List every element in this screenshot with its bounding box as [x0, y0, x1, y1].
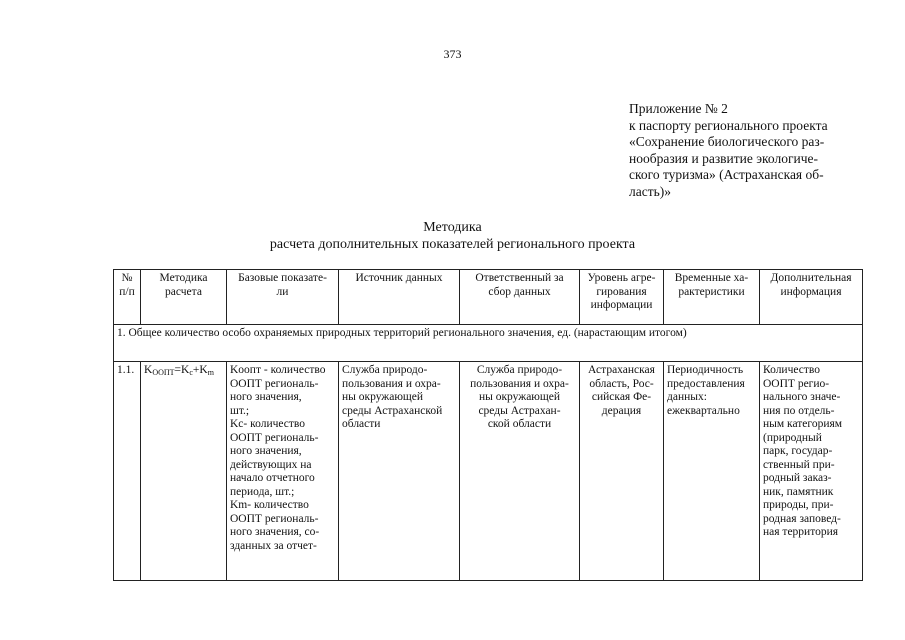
row-formula: $K_{ООПТ}=K_c+K_m$ [141, 362, 227, 581]
appendix-note [629, 101, 869, 200]
header-number: № п/п [114, 270, 141, 325]
appendix-line: нообразия и развитие экологиче- [629, 150, 819, 166]
row-data-source: Служба природо- пользования и охра- ны окружающей среды Астраханской области [339, 362, 460, 581]
header-base-indicators: Базовые показате- ли [227, 270, 339, 325]
row-base-indicators: Kоопт - количество ООПТ региональ- ного значения, шт.; Kс- количество ООПТ региональ- ного значения, действующих на начало отчетного периода, шт.; Km- количество ООПТ региональ- ного значения, со- зданных за отчет- [227, 362, 339, 581]
row-time: Периодичность предоставления данных: ежеквартально [664, 362, 760, 581]
appendix-line: «Сохранение биологического раз- [629, 134, 825, 149]
header-aggregation: Уровень агре- гирования информации [580, 270, 664, 325]
document-title [0, 219, 905, 253]
header-additional: Дополнительная информация [760, 270, 863, 325]
table-header-row [114, 270, 863, 325]
header-method: Методика расчета [141, 270, 227, 325]
appendix-line: Приложение № 2 [629, 101, 728, 116]
header-data-source: Источник данных [339, 270, 460, 325]
page-number: 373 [443, 47, 462, 61]
header-responsible: Ответственный за сбор данных [460, 270, 580, 325]
appendix-line: ласть)» [629, 183, 672, 199]
header-time: Временные ха- рактеристики [664, 270, 760, 325]
section-row [114, 325, 863, 362]
title-line-1: Методика [423, 220, 482, 235]
title-line-2: расчета дополнительных показателей регионального проекта [269, 237, 636, 252]
section-title: 1. Общее количество особо охраняемых природных территорий регионального значения, ед. (нарастающим итогом) [114, 325, 863, 362]
appendix-line: ского туризма» (Астраханская об- [629, 167, 824, 182]
row-number: 1.1. [114, 362, 141, 581]
row-aggregation: Астраханская область, Рос- сийская Фе- дерация [580, 362, 664, 581]
row-additional: Количество ООПТ регио- нального значе- ния по отдель- ным категориям (природный парк, государ- ственный при- родный заказ- ник, памятник природы, при- родная заповед- ная территория [760, 362, 863, 581]
methodology-table [113, 269, 863, 581]
table-row [114, 362, 863, 581]
row-responsible: Служба природо- пользования и охра- ны окружающей среды Астрахан- ской области [460, 362, 580, 581]
appendix-line: к паспорту регионального проекта [629, 117, 828, 133]
